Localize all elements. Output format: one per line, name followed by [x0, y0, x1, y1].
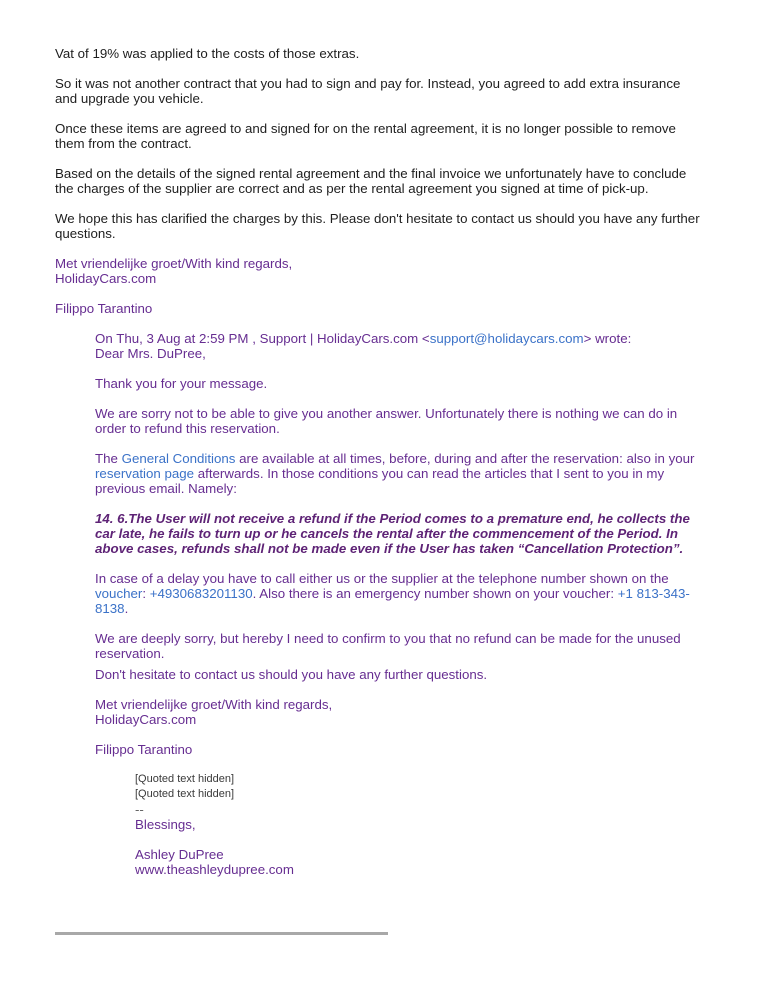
greeting: Dear Mrs. DuPree, [95, 346, 206, 361]
paragraph-article-14-6: 14. 6.The User will not receive a refund if the Period comes to a premature end, he collects the car late, he fails to turn up or he cancels the rental after the commencement of the Period. In above cases, refunds shall not be made even if the User has taken “Cancellation Protection”. [95, 511, 690, 556]
paragraph-confirm: We are deeply sorry, but hereby I need to confirm to you that no refund can be made for the unused reservation. [95, 631, 681, 661]
conditions-post: afterwards. In those conditions you can read the articles that I sent to you in my previous email. Namely: [95, 466, 665, 496]
page-divider [55, 932, 388, 935]
signoff-quote1-line2: HolidayCars.com [95, 712, 197, 727]
signature-main: Filippo Tarantino [55, 301, 153, 316]
sender-name: Ashley DuPree [135, 847, 224, 862]
paragraph-sorry: We are sorry not to be able to give you another answer. Unfortunately there is nothing we can do in order to refund this reservation. [95, 406, 678, 436]
conditions-pre: The [95, 451, 122, 466]
support-email-link[interactable]: support@holidaycars.com [429, 331, 584, 346]
quote-header-line [95, 331, 705, 346]
general-conditions-link[interactable]: General Conditions [121, 451, 236, 466]
signoff-main-line2: HolidayCars.com [55, 271, 157, 286]
quote-header-pre: On Thu, 3 Aug at 2:59 PM , Support | HolidayCars.com < [95, 331, 430, 346]
voucher-link[interactable]: voucher [95, 586, 143, 601]
signature-separator: -- [135, 802, 144, 817]
sender-signature-block [135, 847, 705, 877]
paragraph-hope: We hope this has clarified the charges by this. Please don't hesitate to contact us should you have any further questions. [55, 211, 700, 241]
quoted-reply-level-1 [95, 331, 705, 877]
quote2-block [135, 772, 705, 832]
conditions-mid: are available at all times, before, during and after the reservation: also in your [235, 451, 695, 466]
paragraph-vat: Vat of 19% was applied to the costs of those extras. [55, 46, 360, 61]
paragraph-based: Based on the details of the signed rental agreement and the final invoice we unfortunately have to conclude the charges of the supplier are correct and as per the rental agreement you signed at time of pick-up. [55, 166, 687, 196]
supplier-phone-link[interactable]: +4930683201130 [149, 586, 253, 601]
quoted-text-hidden-1: [Quoted text hidden] [135, 773, 235, 785]
delay-post: . [124, 601, 129, 616]
delay-colon: : [142, 586, 150, 601]
signoff-quote1 [95, 697, 705, 727]
paragraph-questions: Don't hesitate to contact us should you have any further questions. [95, 667, 488, 682]
signoff-main [55, 256, 705, 286]
paragraph-conditions [95, 451, 705, 496]
reservation-page-link[interactable]: reservation page [95, 466, 195, 481]
signoff-main-line1: Met vriendelijke groet/With kind regards, [55, 256, 293, 271]
signoff-quote1-line1: Met vriendelijke groet/With kind regards, [95, 697, 333, 712]
sender-website: www.theashleydupree.com [135, 862, 294, 877]
signature-quote1: Filippo Tarantino [95, 742, 193, 757]
paragraph-items: Once these items are agreed to and signed for on the rental agreement, it is no longer possible to remove them from the contract. [55, 121, 676, 151]
quote-header-post: > wrote: [583, 331, 632, 346]
paragraph-contract: So it was not another contract that you had to sign and pay for. Instead, you agreed to add extra insurance and upgrade you vehicle. [55, 76, 681, 106]
quoted-reply-level-2 [135, 772, 705, 877]
delay-mid: . Also there is an emergency number shown on your voucher: [252, 586, 618, 601]
paragraph-delay [95, 571, 705, 616]
delay-pre: In case of a delay you have to call either us or the supplier at the telephone number shown on the [95, 571, 669, 586]
blessings-line: Blessings, [135, 817, 196, 832]
quoted-text-hidden-2: [Quoted text hidden] [135, 788, 235, 800]
quote-header [95, 331, 705, 361]
paragraph-thanks: Thank you for your message. [95, 376, 268, 391]
emergency-phone-link[interactable]: +1 813-343-8138 [95, 586, 690, 616]
